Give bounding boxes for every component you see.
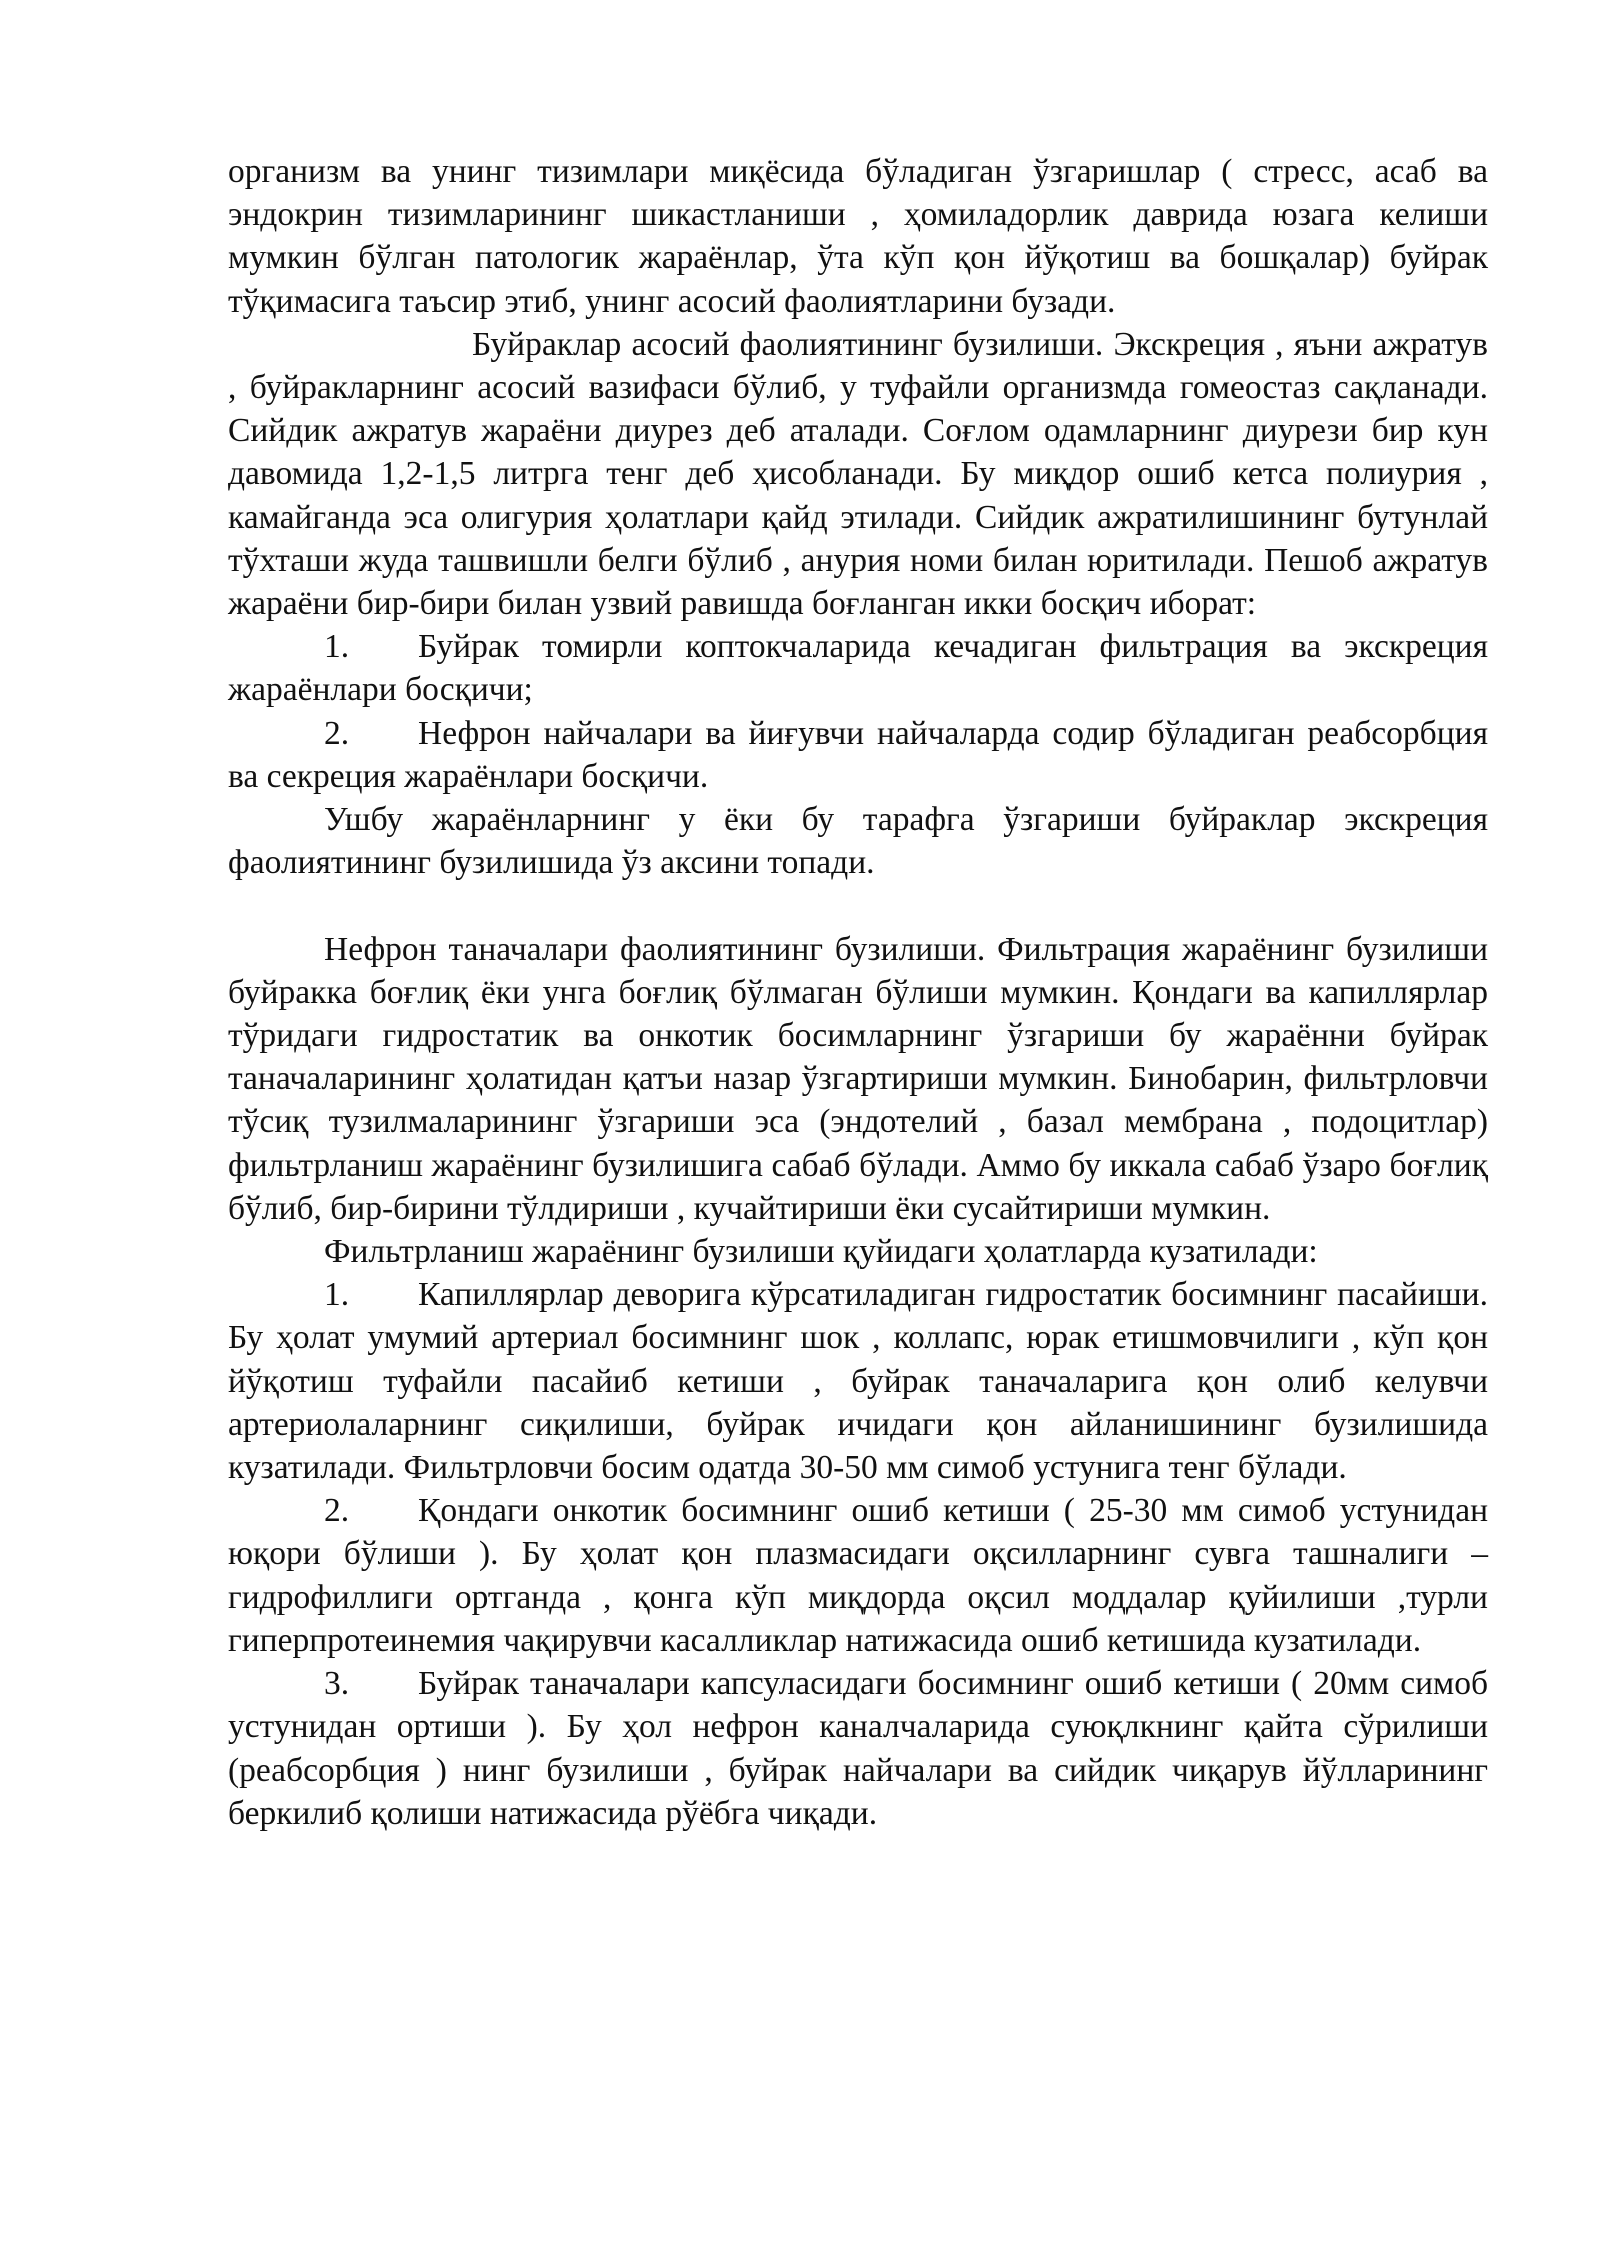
list-item-text: Буйрак таначалари капсуласидаги босимнинг ошиб кетиши ( 20мм симоб устунидан ортиши ). Бу ҳол нефрон каналчаларида суюқлкнинг қайта сўрилиши (реабсорбция ) нинг бузилиши , буйрак найчалари ва сийдик чиқарув йўлларининг беркилиб қолиши натижасида рўёбга чиқади. [228,1665,1488,1832]
list-item [228,625,1488,711]
paragraph-intro: организм ва унинг тизимлари миқёсида бўладиган ўзгаришлар ( стресс, асаб ва эндокрин тизимларининг шикастланиши , ҳомиладорлик даврида юзага келиши мумкин бўлган патологик жараёнлар, ўта кўп қон йўқотиш ва бошқалар) буйрак тўқимасига таъсир этиб, унинг асосий фаолиятларини бузади. [228,153,1488,320]
list-item [228,1273,1488,1489]
paragraph-excretion: Буйраклар асосий фаолиятининг бузилиши. Экскреция , яъни ажратув , буйракларнинг асосий вазифаси бўлиб, у туфайли организмда гомеостаз сақланади. Сийдик ажратув жараёни диурез деб аталади. Соғлом одамларнинг диурези бир кун давомида 1,2-1,5 литрга тенг деб ҳисобланади. Бу миқдор ошиб кетса полиурия , камайганда эса олигурия ҳолатлари қайд этилади. Сийдик ажратилишининг бутунлай тўхташи жуда ташвишли белги бўлиб , анурия номи билан юритилади. Пешоб ажратув жараёни бир-бири билан узвий равишда боғланган икки босқич иборат: [228,325,1488,623]
list-number: 3. [324,1665,350,1703]
paragraph-nephron: Нефрон таначалари фаолиятининг бузилиши. Фильтрация жараёнинг бузилиши буйракка боғлиқ ёки унга боғлиқ бўлмаган бўлиши мумкин. Қондаги ва капиллярлар тўридаги гидростатик ва онкотик босимларнинг ўзгариши бу жараённи буйрак таначаларининг ҳолатидан қатъи назар ўзгартириши мумкин. Бинобарин, фильтрловчи тўсиқ тузилмаларининг ўзгариши эса (эндотелий , базал мембрана , подоцитлар) фильтрланиш жараёнинг бузилишига сабаб бўлади. Аммо бу иккала сабаб ўзаро боғлиқ бўлиб, бир-бирини тўлдириши , кучайтириши ёки сусайтириши мумкин. [228,930,1488,1227]
list-number: 1. [324,1276,350,1314]
list-item-text: Буйрак томирли коптокчаларида кечадиган фильтрация ва экскреция жараёнлари босқичи; [228,628,1488,709]
list-number: 1. [324,628,350,666]
list-item-text: Қондаги онкотик босимнинг ошиб кетиши ( 25-30 мм симоб устунидан юқори бўлиши ). Бу ҳолат қон плазмасидаги оқсилларнинг сувга ташналиги – гидрофиллиги ортганда , қонга кўп миқдорда оқсил моддалар қуйилиши ,турли гиперпротеинемия чақирувчи касалликлар натижасида ошиб кетишида кузатилади. [228,1492,1488,1659]
document-page [228,150,1488,1835]
list-item [228,712,1488,798]
list-item [228,1489,1488,1662]
list-item-text: Нефрон найчалари ва йиғувчи найчаларда содир бўладиган реабсорбция ва секреция жараёнлари босқичи. [228,714,1488,795]
list-number: 2. [324,1492,350,1530]
paragraph-changes: Ушбу жараёнларнинг у ёки бу тарафга ўзгариши буйраклар экскреция фаолиятининг бузилишида ўз аксини топади. [228,801,1488,882]
list-item-text: Капиллярлар деворига кўрсатиладиган гидростатик босимнинг пасайиши. Бу ҳолат умумий артериал босимнинг шок , коллапс, юрак етишмовчилиги , кўп қон йўқотиш туфайли пасайиб кетиши , буйрак таначаларига қон олиб келувчи артериолаларнинг сиқилиши, буйрак ичидаги қон айланишининг бузилишида кузатилади. Фильтрловчи босим одатда 30-50 мм симоб устунига тенг бўлади. [228,1276,1488,1487]
list-item [228,1662,1488,1835]
list-number: 2. [324,714,350,752]
paragraph-filtration: Фильтрланиш жараёнинг бузилиши қуйидаги ҳолатларда кузатилади: [324,1233,1318,1271]
blank-line [228,884,1488,927]
